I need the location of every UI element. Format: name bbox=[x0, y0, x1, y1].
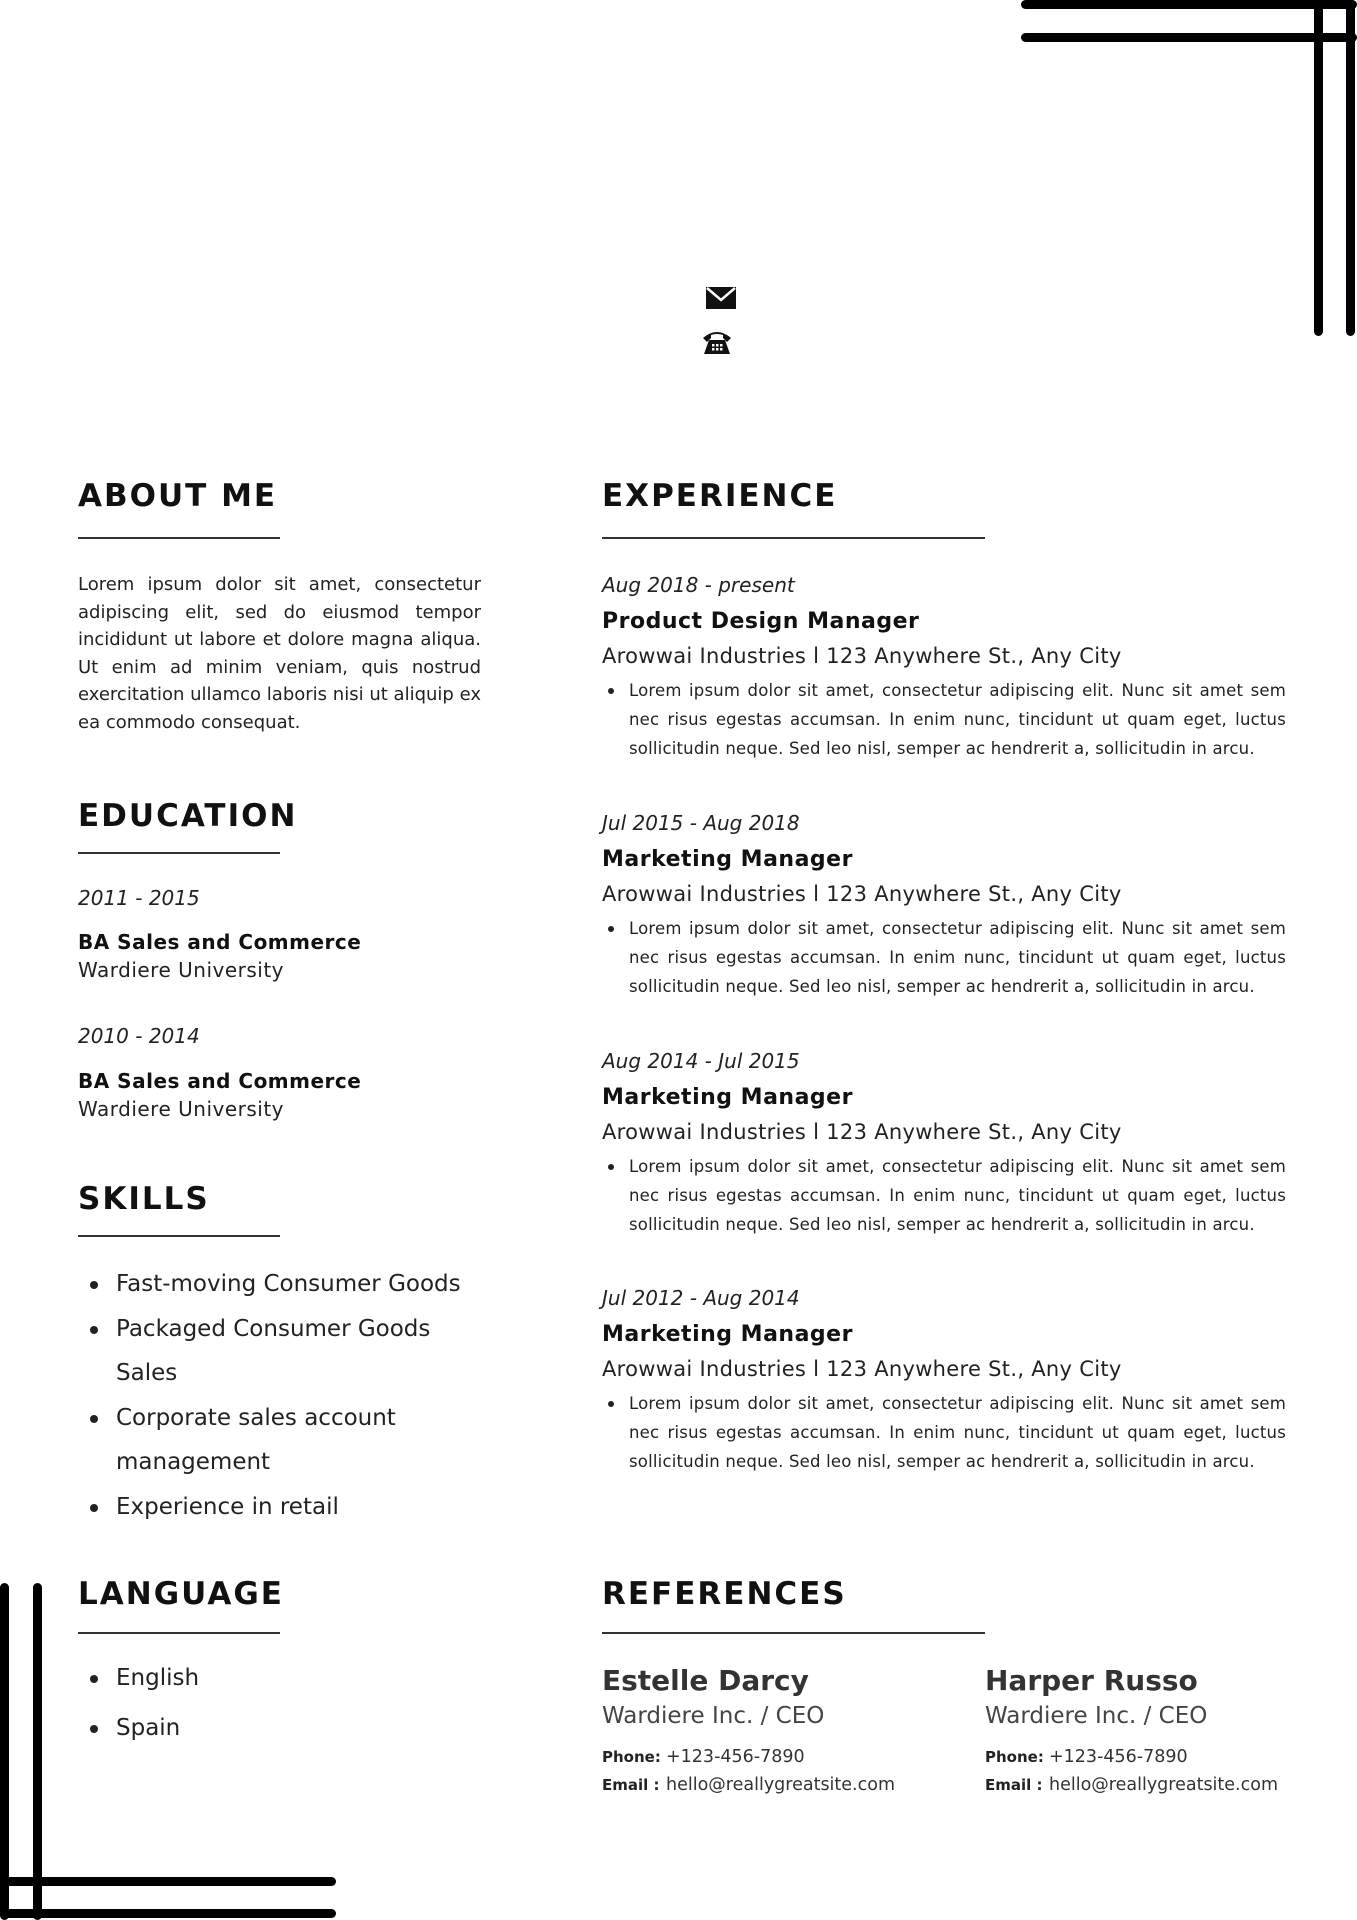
job-dates: Jul 2015 - Aug 2018 bbox=[602, 811, 800, 835]
skill-item: Packaged Consumer Goods Sales bbox=[78, 1307, 498, 1396]
reference-email-row bbox=[602, 1771, 932, 1799]
job-company: Arowwai Industries l 123 Anywhere St., Any City bbox=[602, 882, 1122, 906]
experience-item bbox=[602, 1283, 1286, 1476]
phone-label: Phone: bbox=[985, 1748, 1044, 1766]
job-description: Lorem ipsum dolor sit amet, consectetur adipiscing elit. Nunc sit amet sem nec risus egestas accumsan. In enim nunc, tincidunt ut quam eget, luctus sollicitudin neque. Sed leo nisl, semper ac hendrerit a, sollicitudin in arcu. bbox=[629, 676, 1286, 763]
envelope-icon bbox=[706, 287, 736, 309]
job-title: Product Design Manager bbox=[602, 609, 920, 634]
corner-line-left-1 bbox=[0, 1583, 9, 1920]
job-title: Marketing Manager bbox=[602, 847, 853, 872]
corner-line-right-2 bbox=[1346, 0, 1355, 336]
experience-heading: EXPERIENCE bbox=[602, 478, 838, 514]
job-company: Arowwai Industries l 123 Anywhere St., Any City bbox=[602, 644, 1122, 668]
references-heading: REFERENCES bbox=[602, 1576, 847, 1612]
education-degree: BA Sales and Commerce bbox=[78, 1069, 362, 1093]
corner-line-top-2 bbox=[1021, 33, 1357, 42]
about-heading: ABOUT ME bbox=[78, 478, 278, 514]
corner-line-top-1 bbox=[1021, 0, 1357, 9]
language-item: Spain bbox=[78, 1703, 378, 1753]
corner-line-left-2 bbox=[33, 1583, 42, 1920]
job-company: Arowwai Industries l 123 Anywhere St., Any City bbox=[602, 1120, 1122, 1144]
job-description: Lorem ipsum dolor sit amet, consectetur adipiscing elit. Nunc sit amet sem nec risus egestas accumsan. In enim nunc, tincidunt ut quam eget, luctus sollicitudin neque. Sed leo nisl, semper ac hendrerit a, sollicitudin in arcu. bbox=[629, 914, 1286, 1001]
experience-rule bbox=[602, 537, 985, 539]
language-item: English bbox=[78, 1653, 378, 1703]
experience-item bbox=[602, 808, 1286, 1001]
reference-phone-row bbox=[985, 1743, 1315, 1771]
corner-line-right-1 bbox=[1314, 0, 1323, 336]
reference-role: Wardiere Inc. / CEO bbox=[602, 1703, 825, 1729]
education-years: 2011 - 2015 bbox=[78, 886, 200, 910]
language-list bbox=[78, 1653, 378, 1753]
email-label: Email : bbox=[985, 1776, 1043, 1794]
experience-item bbox=[602, 1046, 1286, 1239]
about-text: Lorem ipsum dolor sit amet, consectetur adipiscing elit, sed do eiusmod tempor incididunt ut labore et dolore magna aliqua. Ut enim ad minim veniam, quis nostrud exercitation ullamco laboris nisi ut aliquip ex ea commodo consequat. bbox=[78, 574, 481, 733]
job-dates: Aug 2014 - Jul 2015 bbox=[602, 1049, 800, 1073]
reference-phone: +123-456-7890 bbox=[1049, 1747, 1188, 1767]
reference-phone-row bbox=[602, 1743, 932, 1771]
corner-line-bottom-2 bbox=[0, 1909, 336, 1918]
education-heading: EDUCATION bbox=[78, 798, 298, 834]
skill-item: Experience in retail bbox=[78, 1485, 498, 1530]
reference-email: hello@reallygreatsite.com bbox=[666, 1775, 895, 1795]
reference-name: Estelle Darcy bbox=[602, 1664, 809, 1697]
language-rule bbox=[78, 1632, 280, 1634]
job-company: Arowwai Industries l 123 Anywhere St., Any City bbox=[602, 1357, 1122, 1381]
telephone-icon bbox=[701, 328, 733, 356]
reference-email-row bbox=[985, 1771, 1315, 1799]
skill-item: Fast-moving Consumer Goods bbox=[78, 1262, 498, 1307]
reference-card bbox=[602, 1663, 932, 1799]
skill-item: Corporate sales account management bbox=[78, 1396, 406, 1485]
job-description: Lorem ipsum dolor sit amet, consectetur adipiscing elit. Nunc sit amet sem nec risus egestas accumsan. In enim nunc, tincidunt ut quam eget, luctus sollicitudin neque. Sed leo nisl, semper ac hendrerit a, sollicitudin in arcu. bbox=[629, 1152, 1286, 1239]
job-title: Marketing Manager bbox=[602, 1322, 853, 1347]
education-school: Wardiere University bbox=[78, 1097, 285, 1121]
email-label: Email : bbox=[602, 1776, 660, 1794]
corner-line-bottom-1 bbox=[0, 1877, 336, 1886]
job-title: Marketing Manager bbox=[602, 1085, 853, 1110]
references-rule bbox=[602, 1632, 985, 1634]
reference-phone: +123-456-7890 bbox=[666, 1747, 805, 1767]
reference-card bbox=[985, 1663, 1315, 1799]
job-dates: Aug 2018 - present bbox=[602, 573, 795, 597]
education-rule bbox=[78, 852, 280, 854]
skills-heading: SKILLS bbox=[78, 1181, 210, 1217]
language-heading: LANGUAGE bbox=[78, 1576, 284, 1612]
education-years: 2010 - 2014 bbox=[78, 1024, 200, 1048]
reference-role: Wardiere Inc. / CEO bbox=[985, 1703, 1208, 1729]
skills-rule bbox=[78, 1235, 280, 1237]
education-school: Wardiere University bbox=[78, 958, 285, 982]
education-degree: BA Sales and Commerce bbox=[78, 930, 362, 954]
phone-label: Phone: bbox=[602, 1748, 661, 1766]
about-rule bbox=[78, 537, 280, 539]
job-description: Lorem ipsum dolor sit amet, consectetur adipiscing elit. Nunc sit amet sem nec risus egestas accumsan. In enim nunc, tincidunt ut quam eget, luctus sollicitudin neque. Sed leo nisl, semper ac hendrerit a, sollicitudin in arcu. bbox=[629, 1389, 1286, 1476]
reference-email: hello@reallygreatsite.com bbox=[1049, 1775, 1278, 1795]
reference-name: Harper Russo bbox=[985, 1664, 1198, 1697]
skills-list bbox=[78, 1262, 498, 1529]
job-dates: Jul 2012 - Aug 2014 bbox=[602, 1286, 800, 1310]
experience-item bbox=[602, 570, 1286, 763]
